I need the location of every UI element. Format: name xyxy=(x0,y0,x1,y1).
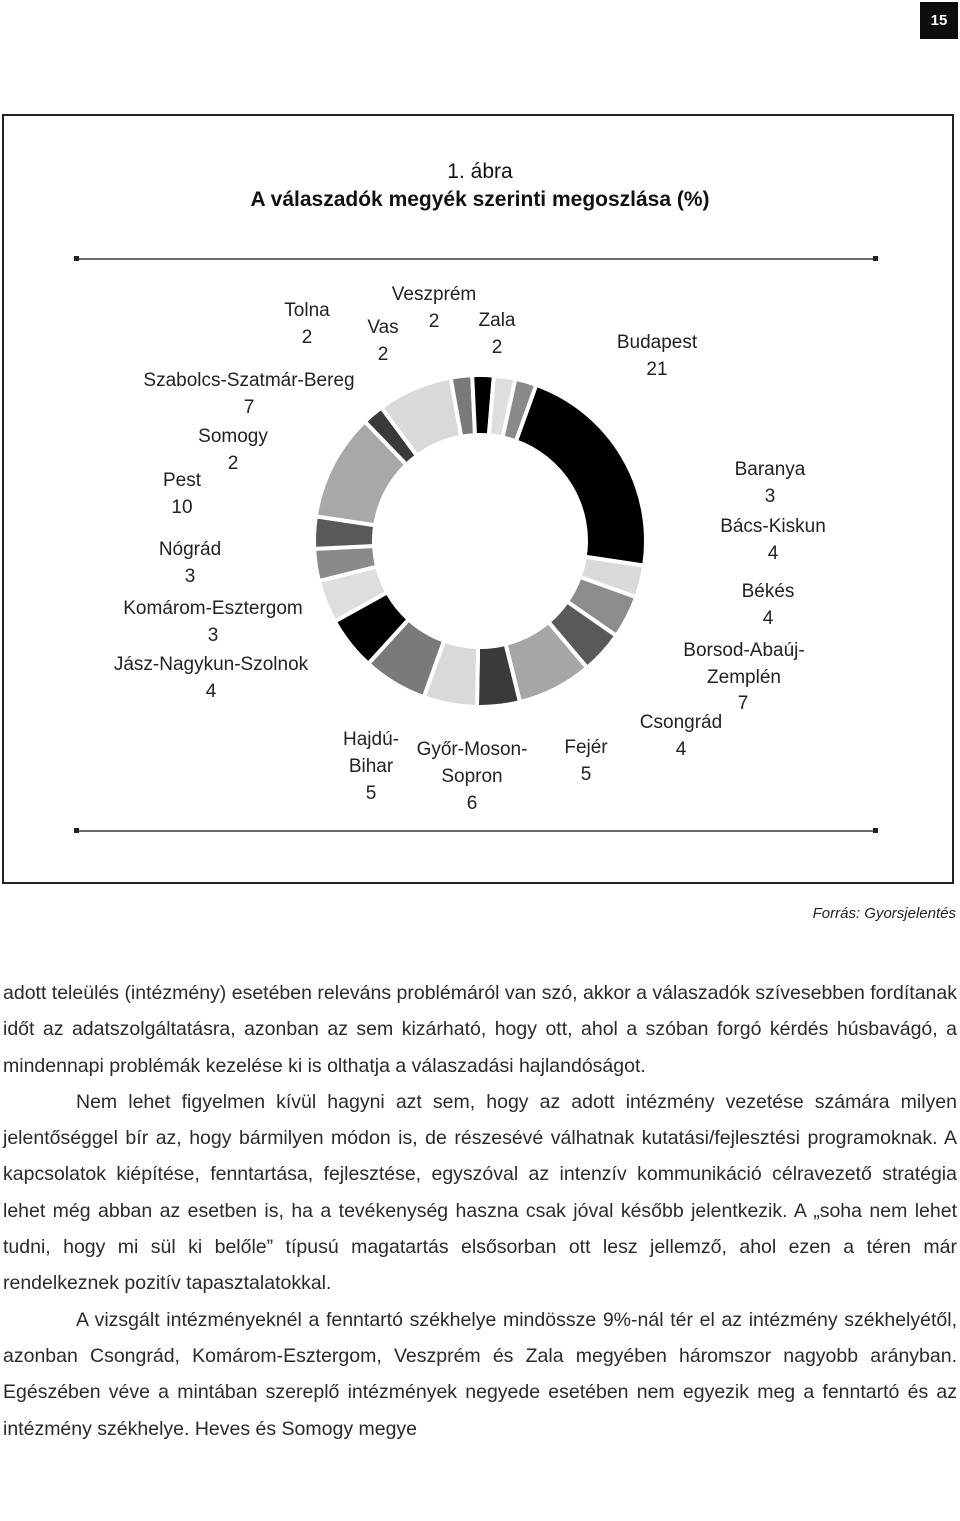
figure-number: 1. ábra xyxy=(447,160,513,183)
label-jasz: Jász-Nagykun-Szolnok 4 xyxy=(113,654,309,702)
slice-budapest xyxy=(516,385,646,566)
label-vas: Vas 2 xyxy=(367,317,399,365)
label-gyor: Győr-Moson- Sopron 6 xyxy=(416,739,528,814)
label-veszprem: Veszprém 2 xyxy=(391,284,477,332)
label-szabolcs: Szabolcs-Szatmár-Bereg 7 xyxy=(143,370,355,418)
figure-source: Forrás: Gyorsjelentés xyxy=(812,905,956,922)
label-fejer: Fejér 5 xyxy=(564,737,608,785)
label-borsod: Borsod-Abaúj- Zemplén xyxy=(683,640,805,688)
label-borsod-value: 7 xyxy=(737,693,749,714)
page-number: 15 xyxy=(920,2,958,39)
paragraph-3: A vizsgált intézményeknél a fenntartó székhelye mindössze 9%-nál tér el az intézmény székhelyétől, azonban Csongrád, Komárom-Esztergom, Veszprém és Zala megyében háromszor nagyobb arányban. Egészében véve a mintában szereplő intézmények negyede esetében nem egyezik meg a fenntartó és az intézmény székhelye. Heves és Somogy megye xyxy=(3,1308,957,1440)
figure-caption: A válaszadók megyék szerinti megoszlása (%) xyxy=(250,188,710,211)
label-bacs-kiskun: Bács-Kiskun 4 xyxy=(720,516,826,564)
label-csongrad: Csongrád 4 xyxy=(639,712,723,760)
label-hajdu-bihar: Hajdú- Bihar 5 xyxy=(343,729,399,804)
label-somogy: Somogy 2 xyxy=(198,426,268,474)
label-pest: Pest 10 xyxy=(162,470,202,518)
label-budapest: Budapest 21 xyxy=(616,332,698,380)
body-text xyxy=(3,975,957,1447)
paragraph-2: Nem lehet figyelmen kívül hagyni azt sem, hogy az adott intézmény vezetése számára milyen jelentőséggel bír az, hogy bármilyen módon is, de részesévé válhatnak kutatási/fejlesztési programoknak. A kapcsolatok kiépítése, fenntartása, fejlesztése, egyszóval az intenzív kommunikáció célravezető stratégia lehet még abban az esetben is, ha a tevékenység haszna csak jóval később jelentkezik. A „soha nem lehet tudni, hogy mi sül ki belőle” típusú magatartás elsősorban ott lesz jellemző, ahol ezen a téren már rendelkeznek pozitív tapasztalatokkal. xyxy=(3,1090,957,1295)
label-tolna: Tolna 2 xyxy=(284,300,330,348)
label-baranya: Baranya 3 xyxy=(734,459,806,507)
paragraph-1: adott teleülés (intézmény) esetében releváns problémáról van szó, akkor a válaszadók szívesebben fordítanak időt az adatszolgáltatásra, azonban az sem kizárható, hogy ott, ahol a szóban forgó kérdés húsbavágó, a mindennapi problémák kezelése ki is olthatja a válaszadási hajlandóságot. xyxy=(3,982,957,1077)
label-zala: Zala 2 xyxy=(478,310,516,358)
label-nograd: Nógrád 3 xyxy=(158,539,222,587)
label-bekes: Békés 4 xyxy=(741,581,795,629)
label-komarom: Komárom-Esztergom 3 xyxy=(123,598,303,646)
